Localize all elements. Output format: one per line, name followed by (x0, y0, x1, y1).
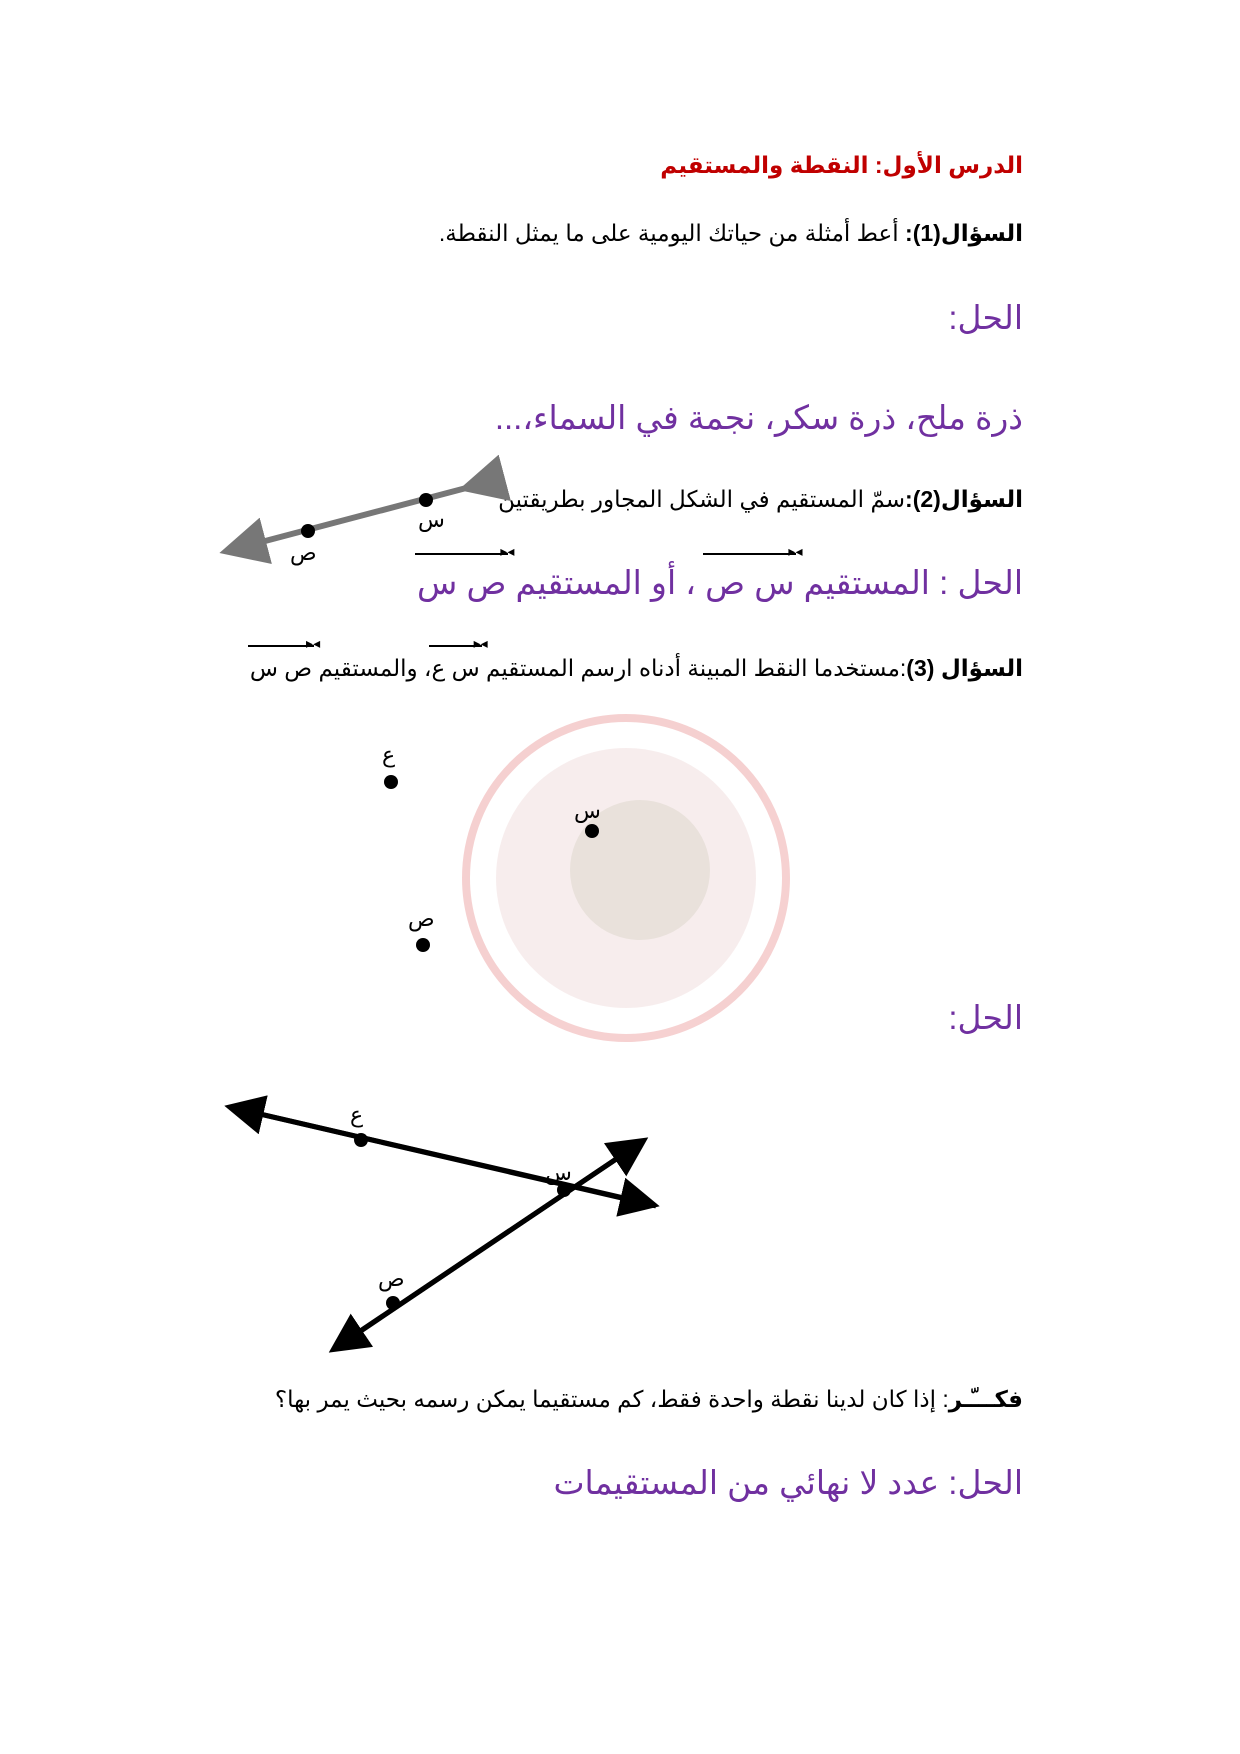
question-2-text: سمّ المستقيم في الشكل المجاور بطريقتين (498, 486, 906, 512)
question-1-answer: ذرة ملح، ذرة سكر، نجمة في السماء،... (494, 399, 1023, 436)
label-s: س (545, 1161, 572, 1186)
answer-text: الحل : المستقيم (794, 564, 1023, 601)
label-ain: ع (350, 1103, 364, 1128)
label-s: س (574, 799, 601, 824)
question-2-line-figure (231, 487, 470, 566)
line-name-1: س ع ◂▸ (431, 655, 479, 682)
watermark-seal (466, 718, 786, 1038)
question-1-label: السؤال(1): (905, 220, 1023, 246)
point-sad (301, 524, 315, 538)
point-sad (416, 938, 430, 952)
question-1-text: أعط أمثلة من حياتك اليومية على ما يمثل النقطة. (438, 220, 906, 246)
line-name-1: س ص ◂▸ (705, 563, 794, 602)
point-ain (384, 775, 398, 789)
label-sad: ص (290, 541, 317, 566)
question-1-solution-label: الحل: (948, 299, 1023, 336)
think-text: : إذا كان لدينا نقطة واحدة فقط، كم مستقيما يمكن رسمه بحيث يمر بها؟ (274, 1386, 949, 1412)
question-3-text: :مستخدما النقط المبينة أدناه ارسم المستقيم (479, 655, 907, 681)
answer-text: ، أو المستقيم (506, 564, 706, 601)
label-s: س (418, 508, 445, 533)
label-ain: ع (382, 743, 396, 768)
label-sad: ص (378, 1267, 405, 1292)
think-answer: الحل: عدد لا نهائي من المستقيمات (553, 1464, 1023, 1501)
line-name-2: ص س ◂▸ (417, 563, 506, 602)
question-3-text: ، والمستقيم (312, 655, 432, 681)
question-3-solution-label: الحل: (948, 999, 1023, 1036)
line-name-2: ص س ◂▸ (250, 655, 312, 682)
lesson-title: الدرس الأول: النقطة والمستقيم (660, 152, 1023, 178)
think-label: فكـــّـر (948, 1386, 1023, 1412)
question-3-label: السؤال (3) (906, 655, 1023, 681)
point-s (419, 493, 433, 507)
question-2-label: السؤال(2): (905, 486, 1023, 512)
solution-lines-figure (234, 1103, 656, 1348)
point-s (585, 824, 599, 838)
label-sad: ص (408, 907, 435, 932)
